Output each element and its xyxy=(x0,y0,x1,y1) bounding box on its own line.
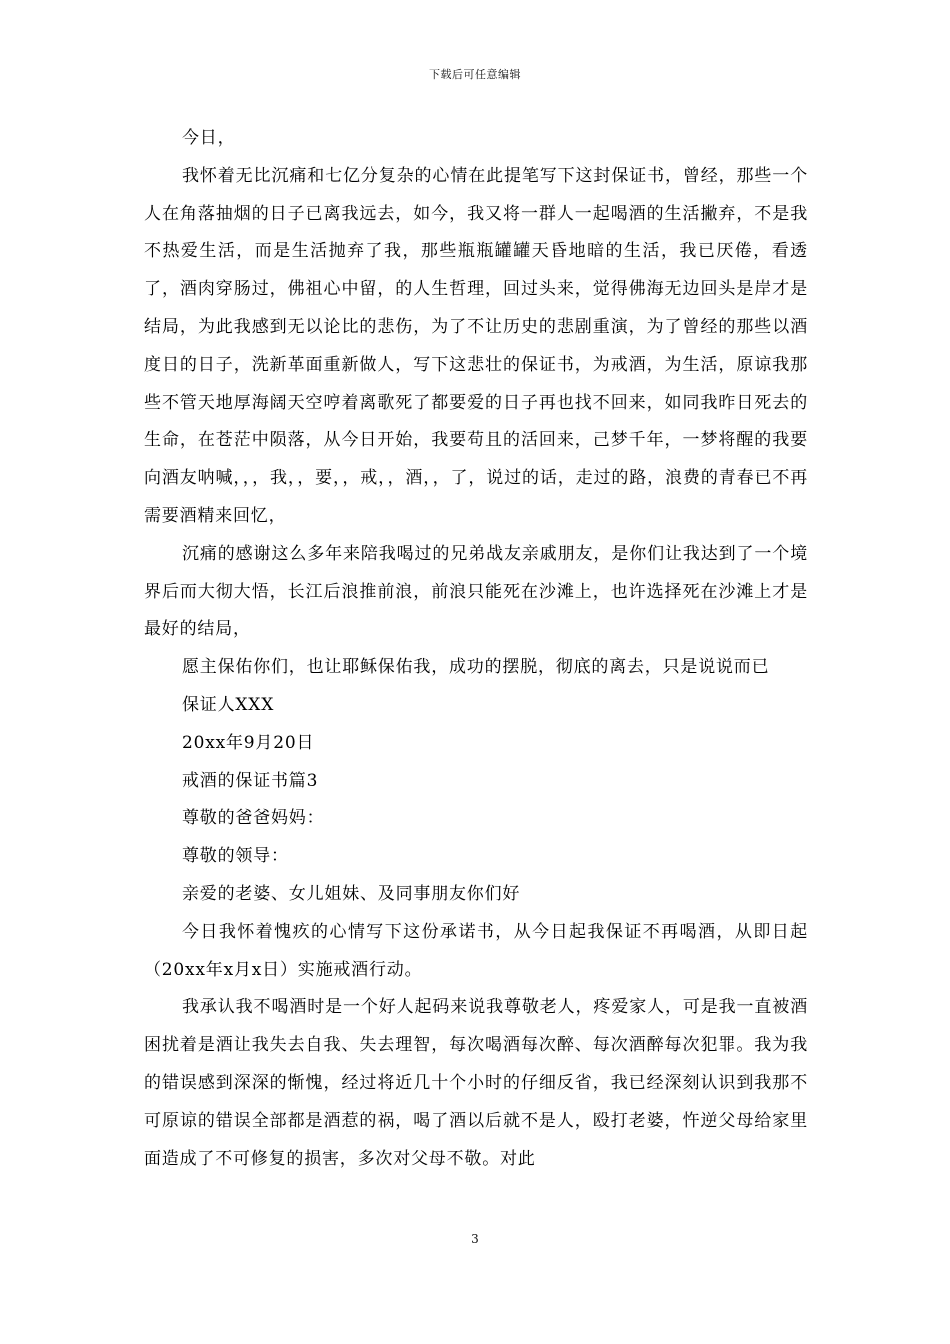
greeting-parents: 尊敬的爸爸妈妈： xyxy=(182,808,325,829)
section-title: 戒酒的保证书篇3 xyxy=(182,770,319,791)
date-line: 20xx年9月20日 xyxy=(182,732,315,753)
paragraph-confession: 我承认我不喝酒时是一个好人起码来说我尊敬老人，疼爱家人，可是我一直被酒困扰着是酒让我失去自我、失去理智，每次喝酒每次醉、每次酒醉每次犯罪。我为我的错误感到深深的惭愧，经过将近几十个小时的仔细反省，我已经深刻认识到我那不可原谅的错误全部都是酒惹的祸，喝了酒以后就不是人，殴打老婆，忤逆父母给家里面造成了不可修复的损害，多次对父母不敬。对此 xyxy=(144,997,808,1169)
page-header: 下载后可任意编辑 xyxy=(429,68,521,81)
greeting-family: 亲爱的老婆、女儿姐妹、及同事朋友你们好 xyxy=(182,883,521,904)
paragraph-pledge-intro: 我怀着无比沉痛和七亿分复杂的心情在此提笔写下这封保证书，曾经，那些一个人在角落抽烟的日子已离我远去，如今，我又将一群人一起喝酒的生活撇弃，不是我不热爱生活，而是生活抛弃了我，那些瓶瓶罐罐天昏地暗的生活，我已厌倦，看透了，酒肉穿肠过，佛祖心中留，的人生哲理，回过头来，觉得佛海无边回头是岸才是结局，为此我感到无以论比的悲伤，为了不让历史的悲剧重演，为了曾经的那些以酒度日的日子，洗新革面重新做人，写下这悲壮的保证书，为戒酒，为生活，原谅我那些不管天地厚海阔天空哼着离歌死了都要爱的日子再也找不回来，如同我昨日死去的生命，在苍茫中陨落，从今日开始，我要苟且的活回来，己梦千年，一梦将醒的我要向酒友呐喊，，，我，，要，，戒，，酒，，了，说过的话，走过的路，浪费的青春已不再需要酒精来回忆， xyxy=(144,165,808,526)
document-body xyxy=(144,120,808,1178)
page-number: 3 xyxy=(471,1232,479,1246)
greeting-leaders: 尊敬的领导： xyxy=(182,846,289,867)
signature-line: 保证人XXX xyxy=(182,694,275,715)
paragraph-blessing: 愿主保佑你们，也让耶稣保佑我，成功的摆脱，彻底的离去，只是说说而已 xyxy=(182,657,770,678)
paragraph-thanks: 沉痛的感谢这么多年来陪我喝过的兄弟战友亲戚朋友，是你们让我达到了一个境界后而大彻大悟，长江后浪推前浪，前浪只能死在沙滩上，也许选择死在沙滩上才是最好的结局， xyxy=(144,543,808,640)
paragraph-salutation: 今日， xyxy=(182,128,236,148)
paragraph-commitment: 今日我怀着愧疚的心情写下这份承诺书，从今日起我保证不再喝酒，从即日起（20xx年x月x日）实施戒酒行动。 xyxy=(144,921,808,980)
